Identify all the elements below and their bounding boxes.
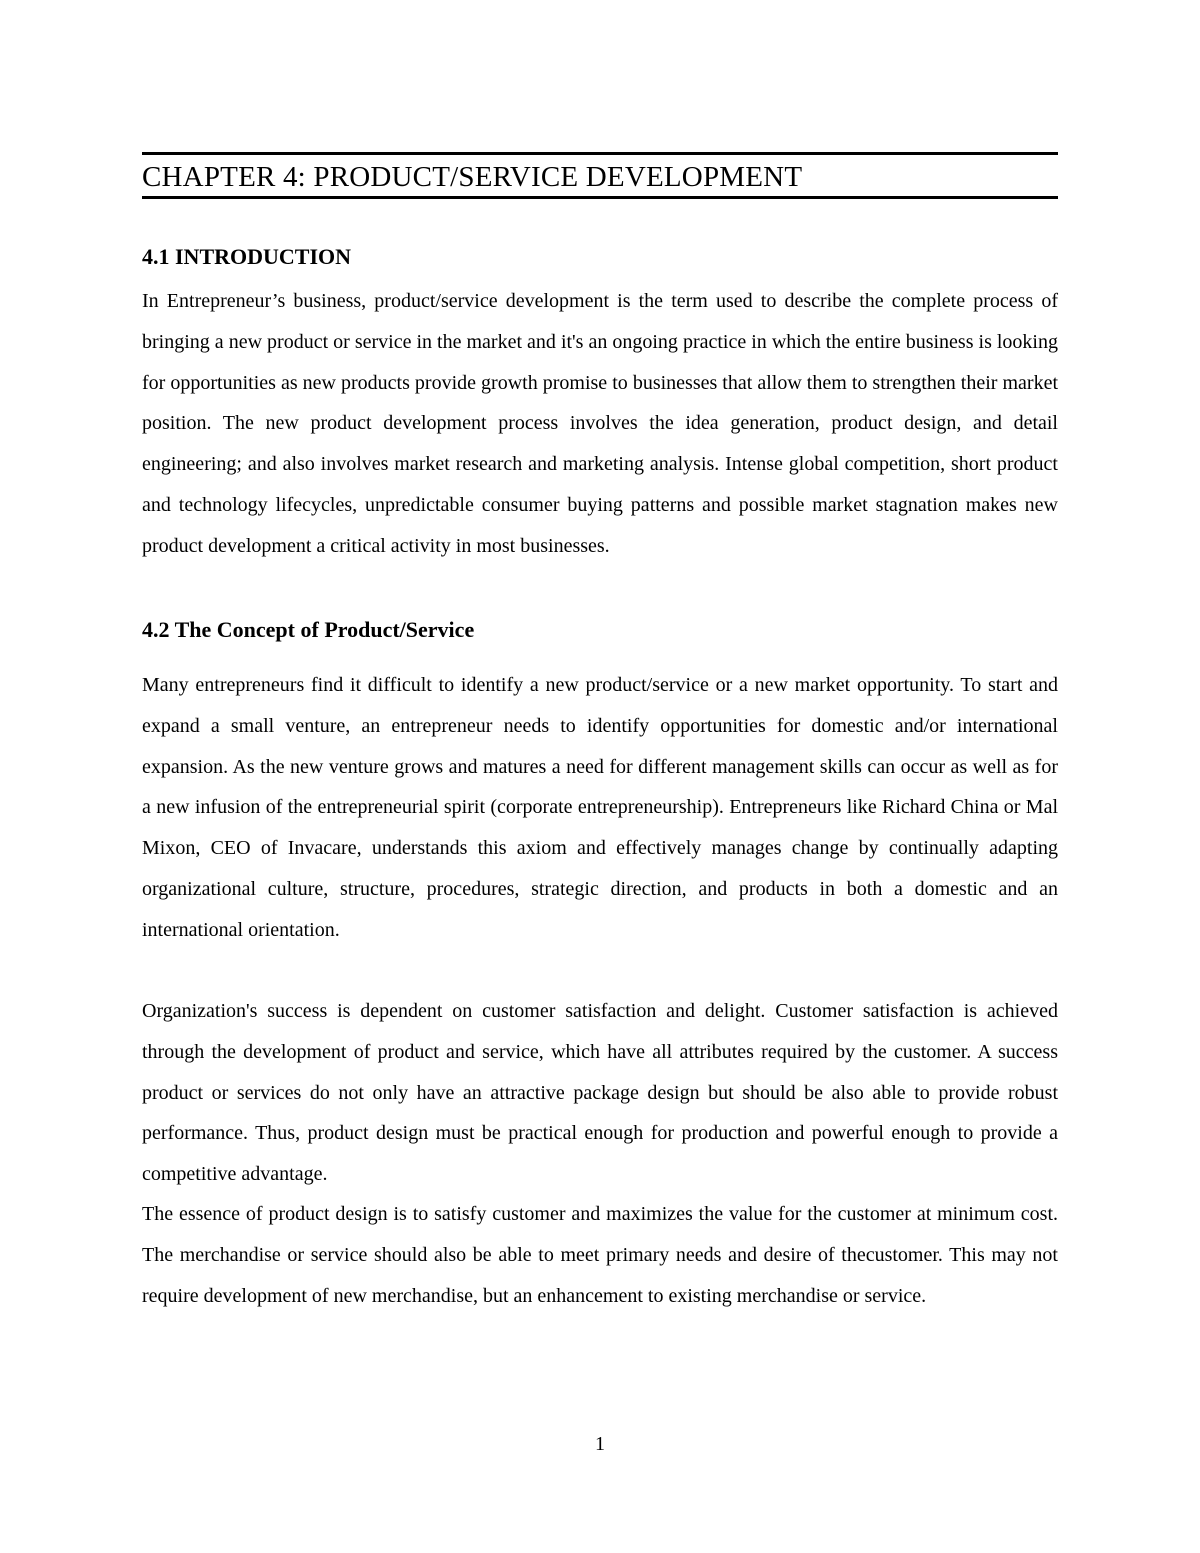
section-heading-introduction: 4.1 INTRODUCTION: [142, 244, 352, 269]
concept-paragraph-2: Organization's success is dependent on customer satisfaction and delight. Customer satisfaction is achieved through the development of product and service, which have all attributes required by the customer. A success product or services do not only have an attractive package design but should be also able to provide robust performance. Thus, product design must be practical enough for production and powerful enough to provide a competitive advantage.: [142, 1000, 1058, 1186]
chapter-title-top-rule: [142, 152, 1058, 155]
concept-paragraph-1: Many entrepreneurs find it difficult to identify a new product/service or a new market opportunity. To start and expand a small venture, an entrepreneur needs to identify opportunities for domestic and/or international expansion. As the new venture grows and matures a need for different management skills can occur as well as for a new infusion of the entrepreneurial spirit (corporate entrepreneurship). Entrepreneurs like Richard China or Mal Mixon, CEO of Invacare, understands this axiom and effectively manages change by continually adapting organizational culture, structure, procedures, strategic direction, and products in both a domestic and an international orientation.: [142, 674, 1058, 941]
section-heading-concept: 4.2 The Concept of Product/Service: [142, 617, 475, 642]
chapter-title: CHAPTER 4: PRODUCT/SERVICE DEVELOPMENT: [142, 161, 803, 193]
introduction-paragraph: In Entrepreneur’s business, product/service development is the term used to describe the complete process of bringing a new product or service in the market and it's an ongoing practice in which the entire business is looking for opportunities as new products provide growth promise to businesses that allow them to strengthen their market position. The new product development process involves the idea generation, product design, and detail engineering; and also involves market research and marketing analysis. Intense global competition, short product and technology lifecycles, unpredictable consumer buying patterns and possible market stagnation makes new product development a critical activity in most businesses.: [142, 290, 1058, 557]
chapter-title-bottom-rule: [142, 196, 1058, 199]
page-number: 1: [595, 1433, 605, 1455]
concept-paragraph-3: The essence of product design is to satisfy customer and maximizes the value for the customer at minimum cost. The merchandise or service should also be able to meet primary needs and desire of thecustomer. This may not require development of new merchandise, but an enhancement to existing merchandise or service.: [142, 1203, 1058, 1307]
document-page: [142, 0, 1058, 1553]
